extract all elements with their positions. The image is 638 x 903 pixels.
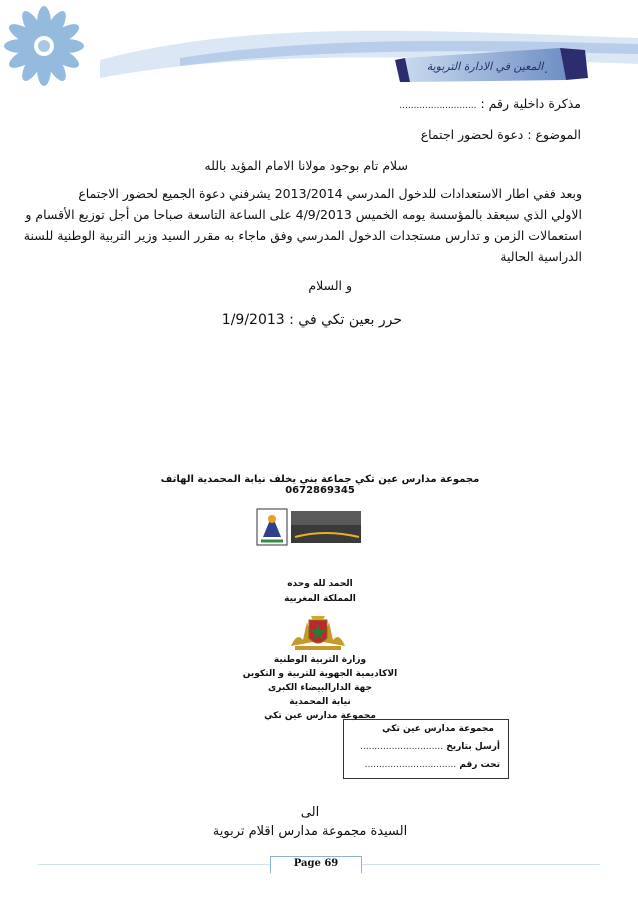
box-title: مجموعة مدارس عين تكي bbox=[382, 724, 494, 734]
moroccan-coat-of-arms-icon bbox=[287, 612, 349, 652]
memo-greeting: سلام تام بوجود مولانا الامام المؤيد بالله bbox=[204, 158, 408, 173]
box-date-label: أرسل بتاريخ bbox=[446, 742, 500, 752]
memo-number bbox=[399, 96, 581, 114]
box-date-line bbox=[352, 742, 500, 752]
ministry-line: وزارة التربية الوطنية bbox=[273, 655, 367, 665]
praise-line: الحمد لله وحده bbox=[287, 579, 353, 589]
memo-subject: الموضوع : دعوة لحضور اجتماع bbox=[420, 127, 581, 142]
memo-body-line: استعمالات الزمن و تدارس مستجدات الدخول المدرسي وفق ماجاء به مقرر السيد وزير التربية الوطنية للسنة bbox=[23, 228, 582, 243]
niyaba-line: نيابة المحمدية bbox=[289, 697, 351, 707]
registration-box bbox=[343, 719, 509, 779]
region-line: جهة الدارالبيضاء الكبرى bbox=[268, 683, 372, 693]
header-banner bbox=[0, 0, 638, 100]
box-number-label: تحت رقم bbox=[459, 760, 500, 770]
memo-body-line: الدراسية الحالية bbox=[500, 249, 582, 264]
header-title: المعين في الادارة التربوية bbox=[426, 60, 544, 73]
recipient-addressee: السيدة مجموعة مدارس اقلام تربوية bbox=[212, 824, 408, 839]
memo-body-line: وبعد ففي اطار الاستعدادات للدخول المدرسي 2013/2014 يشرفني دعوة الجميع لحضور الاجتماع bbox=[78, 186, 582, 201]
school-group-line: مجموعة مدارس عين تكي bbox=[264, 711, 376, 721]
memo-closing: و السلام bbox=[308, 278, 352, 293]
box-number-line bbox=[357, 760, 500, 770]
group-phone-line: مجموعة مدارس عين تكي جماعة بني يخلف نيابة المحمدية الهاتف 0672869345 bbox=[160, 474, 480, 496]
academy-line: الاكاديمية الجهوية للتربية و التكوين bbox=[242, 669, 398, 679]
page-number: Page 69 bbox=[293, 858, 339, 869]
memo-number-dots: ........................... bbox=[399, 101, 477, 111]
header-dot: . bbox=[544, 62, 548, 76]
kingdom-line: المملكة المغربية bbox=[284, 594, 356, 604]
recipient-to: الى bbox=[300, 805, 320, 820]
box-date-dots: ............................. bbox=[360, 742, 444, 752]
flower-icon bbox=[4, 6, 84, 86]
memo-signed: حرر بعين تكي في : 1/9/2013 bbox=[221, 312, 402, 328]
box-number-dots: ................................ bbox=[364, 760, 457, 770]
memo-body-line: الاولي الذي سيعقد بالمؤسسة يومه الخميس 4/9/2013 على الساعة التاسعة صباحا من أجل توزيع الأقسام و bbox=[25, 207, 582, 222]
success-school-logo bbox=[255, 507, 365, 547]
memo-number-label: مذكرة داخلية رقم : bbox=[480, 96, 581, 111]
